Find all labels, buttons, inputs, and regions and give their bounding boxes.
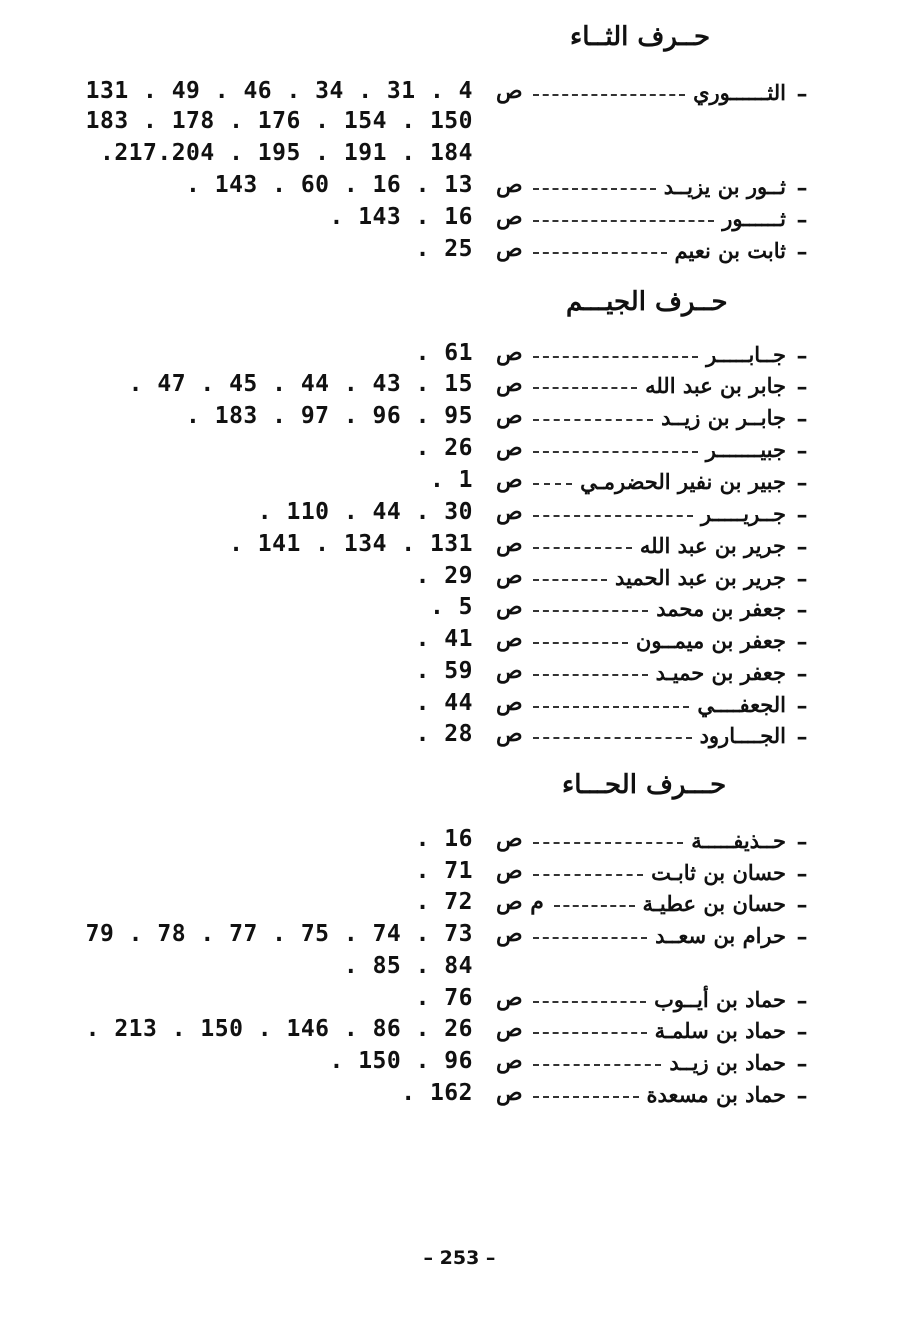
entry-dash: – [796, 81, 808, 107]
entry-page-abbr: ص [496, 435, 523, 461]
entry-dash: – [796, 470, 808, 496]
entry-pages: . 61 [415, 340, 473, 366]
index-entry [0, 721, 919, 753]
section-heading-haa: حـــرف الحـــاء [562, 770, 727, 800]
index-entry [0, 626, 919, 658]
entry-pages: 183 . 178 . 176 . 154 . 150 [85, 108, 473, 134]
entry-pages: . 143 . 16 [329, 204, 473, 230]
entry-page-abbr: ص [496, 1016, 523, 1042]
entry-dash: – [796, 597, 808, 623]
entry-pages: . 213 . 150 . 146 . 86 . 26 [85, 1016, 473, 1042]
entry-name: الجعفــــي [697, 692, 786, 717]
entry-name: الثــــــوري [693, 80, 786, 105]
entry-name: الجــــارود [699, 723, 786, 748]
dashed-leader [533, 389, 653, 421]
entry-page-abbr: ص [496, 236, 523, 262]
index-entry [0, 467, 919, 499]
entry-dash: – [796, 175, 808, 201]
entry-pages: . 47 . 45 . 44 . 43 . 15 [128, 371, 473, 397]
entry-dash: – [796, 924, 808, 950]
index-entry [0, 1048, 919, 1080]
entry-name: حماد بن أيــوب [654, 987, 786, 1012]
index-entry [0, 499, 919, 531]
entry-dash: – [796, 724, 808, 750]
entry-pages: . 72 [415, 889, 473, 915]
index-entry [0, 563, 919, 595]
dashed-leader [533, 1066, 639, 1098]
entry-dash: – [796, 566, 808, 592]
entry-page-abbr: ص [496, 826, 523, 852]
entry-page-abbr: ص [496, 467, 523, 493]
entry-pages: . 76 [415, 985, 473, 1011]
index-entry [0, 403, 919, 435]
entry-pages: .217.204 . 195 . 191 . 184 [99, 140, 473, 166]
entry-page-abbr: ص [496, 858, 523, 884]
entry-dash: – [796, 502, 808, 528]
entry-name: حماد بن زيــد [669, 1050, 786, 1075]
entry-name: جابر بن عبد الله [645, 373, 786, 398]
dashed-leader [533, 421, 698, 453]
entry-page-abbr: ص [496, 499, 523, 525]
entry-dash: – [796, 534, 808, 560]
index-entry [0, 236, 919, 268]
entry-page-abbr: م ص [496, 889, 544, 915]
dashed-leader [533, 812, 683, 844]
entry-pages: . 26 [415, 435, 473, 461]
index-entry [0, 204, 919, 236]
index-entry-continuation [0, 140, 919, 172]
entry-name: جعفر بن ميمــون [635, 628, 786, 653]
entry-name: حماد بن مسعدة [646, 1082, 786, 1107]
index-entry [0, 658, 919, 690]
entry-name: جــابـــــر [706, 342, 786, 367]
dashed-leader [533, 676, 689, 708]
dashed-leader [533, 158, 656, 190]
entry-page-abbr: ص [496, 626, 523, 652]
entry-name: ثــــــور [722, 206, 786, 231]
entry-name: حرام بن سعــد [655, 923, 786, 948]
entry-page-abbr: ص [496, 371, 523, 397]
dashed-leader [533, 971, 646, 1003]
index-entry [0, 435, 919, 467]
entry-name: جعفر بن حميـد [655, 660, 786, 685]
index-entry [0, 1016, 919, 1048]
dashed-leader [533, 1034, 661, 1066]
entry-dash: – [796, 406, 808, 432]
index-entry [0, 826, 919, 858]
entry-name: جــريـــــر [700, 501, 786, 526]
entry-dash: – [796, 374, 808, 400]
entry-pages: 79 . 78 . 77 . 75 . 74 . 73 [85, 921, 473, 947]
index-entry [0, 594, 919, 626]
entry-pages: . 162 [401, 1080, 473, 1106]
entry-dash: – [796, 629, 808, 655]
entry-page-abbr: ص [496, 563, 523, 589]
entry-name: ثابت بن نعيم [674, 238, 786, 263]
dashed-leader [533, 612, 628, 644]
entry-dash: – [796, 239, 808, 265]
entry-pages: . 141 . 134 . 131 [229, 531, 473, 557]
entry-name: جبير بن نفير الحضرمـي [580, 469, 786, 494]
dashed-leader [533, 707, 692, 739]
entry-page-abbr: ص [496, 340, 523, 366]
page-number: – 253 – [423, 1247, 496, 1269]
entry-pages: . 44 [415, 690, 473, 716]
entry-pages: . 29 [415, 563, 473, 589]
entry-dash: – [796, 988, 808, 1014]
entry-dash: – [796, 829, 808, 855]
entry-name: جابــر بن زيــد [661, 405, 786, 430]
entry-name: جبيـــــــر [705, 437, 786, 462]
dashed-leader [533, 222, 667, 254]
index-entry [0, 985, 919, 1017]
entry-pages: . 71 [415, 858, 473, 884]
entry-page-abbr: ص [496, 1080, 523, 1106]
entry-dash: – [796, 207, 808, 233]
dashed-leader [533, 549, 607, 581]
index-entry [0, 858, 919, 890]
entry-dash: – [796, 661, 808, 687]
dashed-leader [533, 517, 632, 549]
index-entry-continuation [0, 108, 919, 140]
dashed-leader [533, 485, 693, 517]
entry-dash: – [796, 438, 808, 464]
entry-page-abbr: ص [496, 921, 523, 947]
entry-page-abbr: ص [496, 594, 523, 620]
entry-page-abbr: ص [496, 403, 523, 429]
entry-dash: – [796, 1019, 808, 1045]
entry-pages: 131 . 49 . 46 . 34 . 31 . 4 [85, 78, 473, 104]
entry-pages: . 85 . 84 [343, 953, 473, 979]
dashed-leader [533, 580, 648, 612]
index-entry [0, 1080, 919, 1112]
dashed-leader [533, 1002, 647, 1034]
entry-name: حسان بن ثابـت [651, 860, 786, 885]
dashed-leader [554, 875, 635, 907]
index-entry-continuation [0, 953, 919, 985]
entry-name: حــذيفـــــة [691, 828, 786, 853]
entry-pages: . 150 . 96 [329, 1048, 473, 1074]
dashed-leader [533, 326, 698, 358]
entry-dash: – [796, 861, 808, 887]
index-entry [0, 340, 919, 372]
entry-name: ثــور بن يزيــد [663, 174, 786, 199]
entry-pages: . 5 [429, 594, 473, 620]
entry-dash: – [796, 343, 808, 369]
section-heading-jeem: حــرف الجيـــم [566, 287, 728, 317]
dashed-leader [533, 844, 643, 876]
entry-name: حسان بن عطيـة [642, 891, 786, 916]
dashed-leader [533, 644, 648, 676]
entry-pages: . 25 [415, 236, 473, 262]
entry-pages: . 28 [415, 721, 473, 747]
entry-page-abbr: ص [496, 78, 523, 104]
entry-pages: . 183 . 97 . 96 . 95 [186, 403, 473, 429]
entry-pages: . 41 [415, 626, 473, 652]
entry-page-abbr: ص [496, 690, 523, 716]
entry-dash: – [796, 1051, 808, 1077]
section-heading-tha: حــرف الثــاء [570, 22, 711, 52]
entry-dash: – [796, 693, 808, 719]
entry-pages: . 1 [429, 467, 473, 493]
index-entry [0, 690, 919, 722]
index-entry [0, 531, 919, 563]
dashed-leader [533, 907, 647, 939]
entry-name: جرير بن عبد الله [639, 533, 786, 558]
entry-page-abbr: ص [496, 1048, 523, 1074]
entry-page-abbr: ص [496, 172, 523, 198]
index-entry [0, 371, 919, 403]
dashed-leader [533, 64, 685, 96]
entry-page-abbr: ص [496, 985, 523, 1011]
index-entry [0, 921, 919, 953]
entry-page-abbr: ص [496, 658, 523, 684]
entry-page-abbr: ص [496, 531, 523, 557]
entry-name: جرير بن عبد الحميد [615, 565, 786, 590]
dashed-leader [533, 453, 572, 485]
index-entry [0, 889, 919, 921]
entry-page-abbr: ص [496, 721, 523, 747]
entry-pages: . 59 [415, 658, 473, 684]
entry-name: جعفر بن محمد [656, 596, 786, 621]
entry-dash: – [796, 1083, 808, 1109]
entry-dash: – [796, 892, 808, 918]
index-entry [0, 78, 919, 110]
dashed-leader [533, 357, 637, 389]
index-entry [0, 172, 919, 204]
entry-pages: . 110 . 44 . 30 [257, 499, 473, 525]
entry-pages: . 16 [415, 826, 473, 852]
entry-page-abbr: ص [496, 204, 523, 230]
entry-pages: . 143 . 60 . 16 . 13 [186, 172, 473, 198]
dashed-leader [533, 190, 714, 222]
entry-name: حماد بن سلمـة [654, 1018, 786, 1043]
